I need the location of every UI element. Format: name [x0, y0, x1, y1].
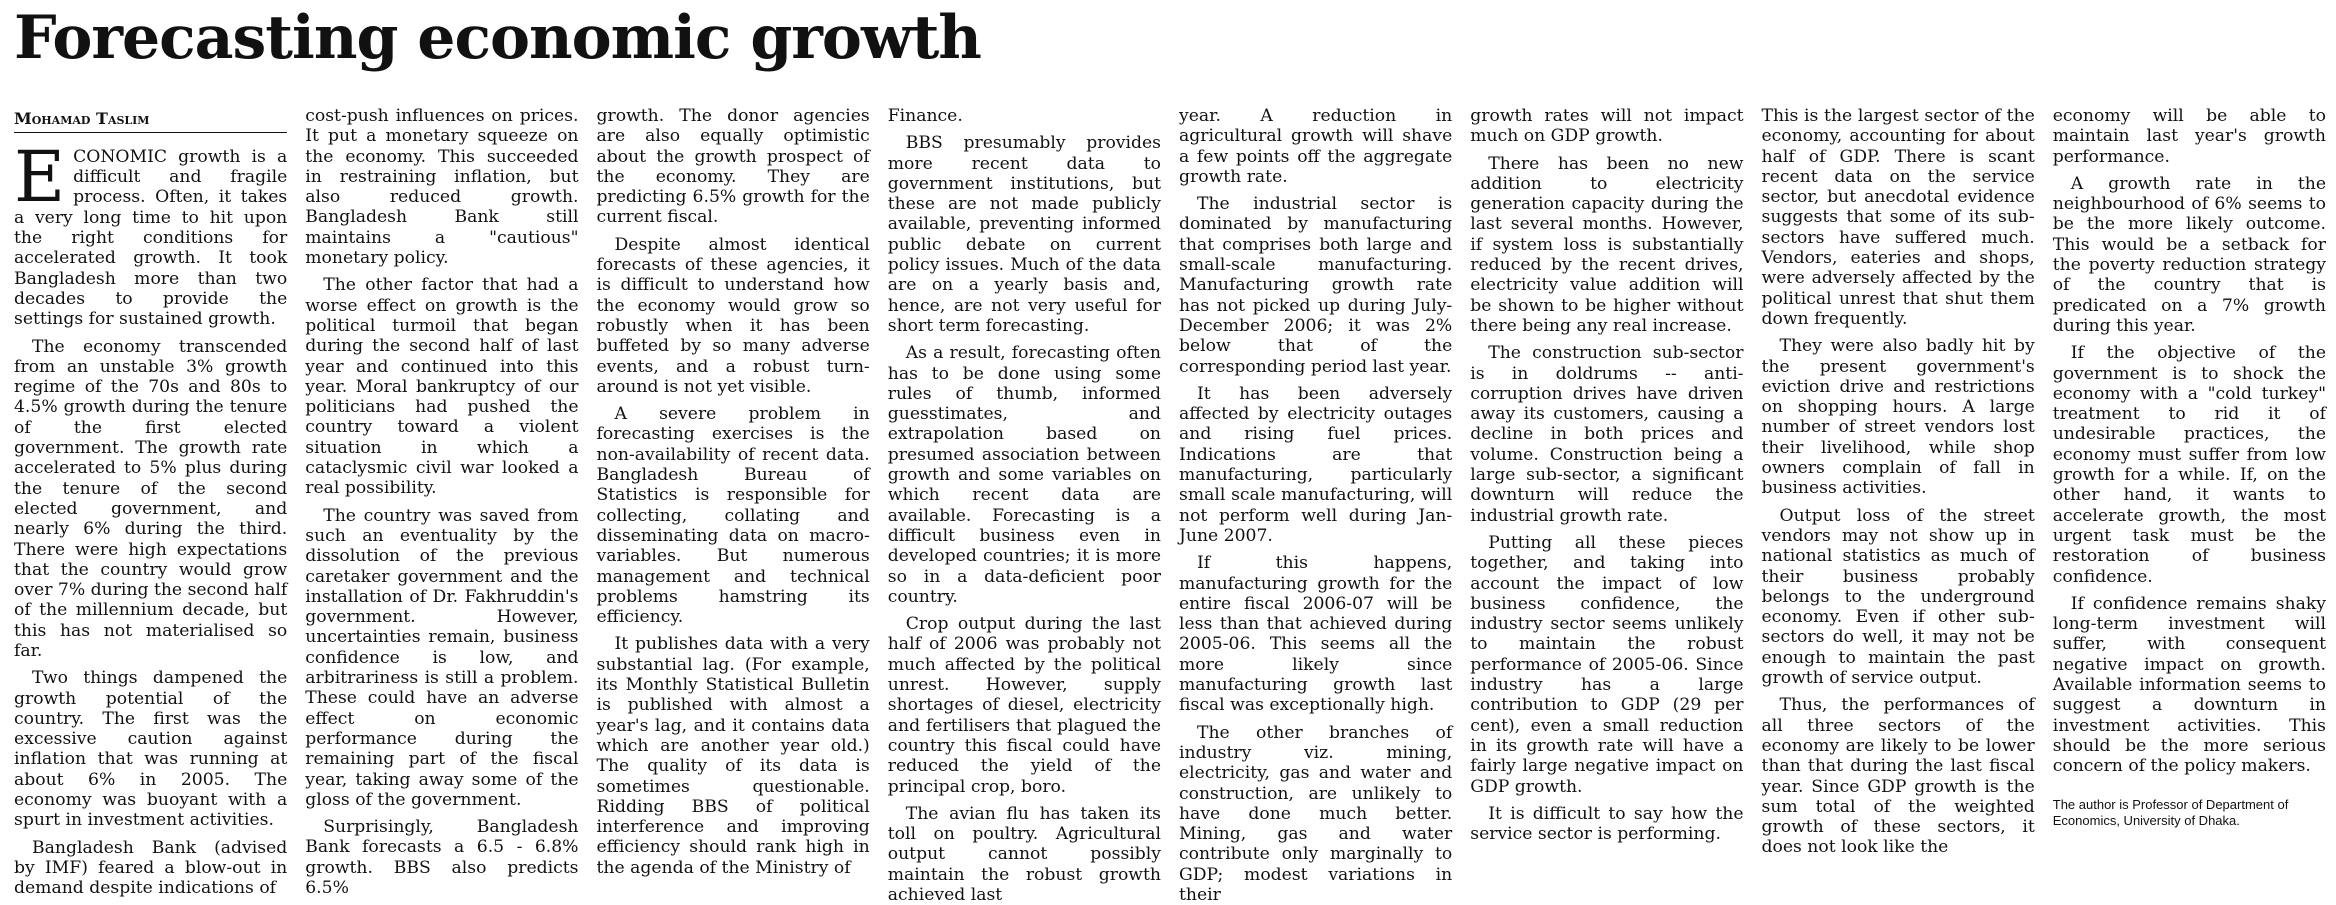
article-body [14, 106, 2326, 905]
paragraph: growth rates will not impact much on GDP growth. [1470, 106, 1744, 147]
paragraph: The other branches of industry viz. mining, electricity, gas and water and construction, are unlikely to have done much better. Mining, gas and water contribute only marginally to GDP; modest variations in their [1179, 722, 1453, 905]
paragraph: There has been no new addition to electricity generation capacity during the last several months. However, if system loss is substantially reduced by the recent drives, electricity value addition will be shown to be higher without there being any real increase. [1470, 153, 1744, 336]
paragraph: BBS presumably provides more recent data to government institutions, but these are not made publicly available, preventing informed public debate on current policy issues. Much of the data are on a yearly basis and, hence, are not very useful for short term forecasting. [887, 133, 1161, 336]
paragraph: The industrial sector is dominated by manufacturing that comprises both large and small-scale manufacturing. Manufacturing growth rate has not picked up during July-December 2006; it was 2% below that of the corresponding period last year. [1179, 194, 1453, 377]
paragraph: It publishes data with a very substantial lag. (For example, its Monthly Statistical Bulletin is published with almost a year's lag, and it contains data which are another year old.) The quality of its data is sometimes questionable. Ridding BBS of political interference and improving efficiency should rank high in the agenda of the Ministry of [596, 634, 870, 878]
paragraph: This is the largest sector of the economy, accounting for about half of GDP. There is scant recent data on the service sector, but anecdotal evidence suggests that some of its sub-sectors have suffered much. Vendors, eateries and shops, were adversely affected by the political unrest that shut them down frequently. [1761, 106, 2035, 329]
paragraph: economy will be able to maintain last year's growth performance. [2052, 106, 2326, 167]
drop-cap: E [14, 135, 66, 218]
column-2 [305, 106, 579, 898]
paragraph: Putting all these pieces together, and taking into account the impact of low business confidence, the industry sector seems unlikely to maintain the robust performance of 2005-06. Since industry has a large contribution to GDP (29 per cent), even a small reduction in its growth rate will have a fairly large negative impact on GDP growth. [1470, 532, 1744, 797]
paragraph: It is difficult to say how the service sector is performing. [1470, 803, 1744, 845]
paragraph: If this happens, manufacturing growth for the entire fiscal 2006-07 will be less than that achieved during 2005-06. This seems all the more likely since manufacturing growth last fiscal was exceptionally high. [1179, 553, 1453, 716]
column-4 [887, 106, 1161, 905]
paragraph: They were also badly hit by the present government's eviction drive and restrictions on shopping hours. A large number of street vendors lost their livelihood, while shop owners complain of fall in business activities. [1761, 336, 2035, 499]
paragraph: Two things dampened the growth potential of the country. The first was the excessive caution against inflation that was running at about 6% in 2005. The economy was buoyant with a spurt in investment activities. [14, 668, 288, 831]
paragraph: It has been adversely affected by electricity outages and rising fuel prices. Indications are that manufacturing, particularly small scale manufacturing, will not perform well during Jan-June 2007. [1179, 383, 1453, 546]
paragraph: Thus, the performances of all three sectors of the economy are likely to be lower than that during the last fiscal year. Since GDP growth is the sum total of the weighted growth of these sectors, it does not look like the [1761, 695, 2035, 858]
paragraph: As a result, forecasting often has to be done using some rules of thumb, informed guesstimates, and extrapolation based on presumed association between growth and some variables on which recent data are available. Forecasting is a difficult business even in developed countries; it is more so in a data-deficient poor country. [887, 343, 1161, 607]
paragraph: Surprisingly, Bangladesh Bank forecasts a 6.5 - 6.8% growth. BBS also predicts 6.5% [305, 817, 579, 898]
paragraph: If confidence remains shaky long-term investment will suffer, with consequent negative impact on growth. Available information seems to suggest a downturn in investment activities. This should be the more serious concern of the policy makers. [2052, 593, 2326, 777]
paragraph: cost-push influences on prices. It put a monetary squeeze on the economy. This succeeded in restraining inflation, but also reduced growth. Bangladesh Bank still maintains a "cautious" monetary policy. [305, 106, 579, 269]
paragraph: The construction sub-sector is in doldrums -- anti-corruption drives have driven away its customers, causing a decline in both prices and volume. Construction being a large sub-sector, a significant downturn will reduce the industrial growth rate. [1470, 343, 1744, 526]
paragraph: Output loss of the street vendors may not show up in national statistics as much of their business probably belongs to the underground economy. Even if other sub-sectors do well, it may not be enough to maintain the past growth of service output. [1761, 505, 2035, 689]
paragraph: Crop output during the last half of 2006 was probably not much affected by the political unrest. However, supply shortages of diesel, electricity and fertilisers that plagued the country this fiscal could have reduced the yield of the principal crop, boro. [887, 614, 1161, 797]
column-6 [1470, 106, 1743, 856]
column-7 [1762, 106, 2035, 856]
paragraph: ECONOMIC growth is a difficult and fragile process. Often, it takes a very long time to hit upon the right conditions for accelerated growth. It took Bangladesh more than two decades to provide the settings for sustained growth. [14, 135, 288, 330]
column-8 [2053, 106, 2326, 856]
paragraph: growth. The donor agencies are also equally optimistic about the growth prospect of the economy. They are predicting 6.5% growth for the current fiscal. [596, 106, 870, 228]
author-footnote: The author is Professor of Department of Economics, University of Dhaka. [2052, 796, 2289, 828]
paragraph: The economy transcended from an unstable 3% growth regime of the 70s and 80s to 4.5% growth during the tenure of the first elected government. The growth rate accelerated to 5% plus during the tenure of the second elected government, and nearly 6% during the third. There were high expectations that the country would grow over 7% during the second half of the millennium decade, but this has not materialised so far. [14, 336, 288, 661]
article-headline: Forecasting economic growth [14, 3, 981, 73]
paragraph: The country was saved from such an eventuality by the dissolution of the previous caretaker government and the installation of Dr. Fakhruddin's government. However, uncertainties remain, business confidence is low, and arbitrariness is still a problem. These could have an adverse effect on economic performance during the remaining part of the fiscal year, taking away some of the gloss of the government. [305, 505, 579, 810]
paragraph: Finance. [887, 106, 963, 126]
column-1 [14, 106, 288, 899]
paragraph: The avian flu has taken its toll on poultry. Agricultural output cannot possibly maintain the robust growth achieved last [887, 803, 1161, 905]
paragraph: The other factor that had a worse effect on growth is the political turmoil that began during the second half of last year and continued into this year. Moral bankruptcy of our politicians had pushed the country toward a violent situation in which a cataclysmic civil war looked a real possibility. [305, 275, 579, 499]
column-3 [596, 106, 870, 878]
paragraph: A growth rate in the neighbourhood of 6% seems to be the more likely outcome. This would be a setback for the poverty reduction strategy of the country that is predicated on a 7% growth during this year. [2052, 173, 2326, 336]
paragraph: If the objective of the government is to shock the economy with a "cold turkey" treatment to rid it of undesirable practices, the economy must suffer from low growth for a while. If, on the other hand, it wants to accelerate growth, the most urgent task must be the restoration of business confidence. [2052, 343, 2326, 587]
column-5 [1179, 106, 1453, 905]
paragraph: A severe problem in forecasting exercises is the non-availability of recent data. Bangladesh Bureau of Statistics is responsible for collecting, collating and disseminating data on macro- variables. But numerous management and technical problems hamstring its efficiency. [596, 404, 870, 628]
paragraph: Bangladesh Bank (advised by IMF) feared a blow-out in demand despite indications of [14, 837, 288, 899]
paragraph: Despite almost identical forecasts of these agencies, it is difficult to understand how the economy would grow so robustly when it has been buffeted by so many adverse events, and a robust turn-around is not yet visible. [596, 234, 870, 397]
paragraph: year. A reduction in agricultural growth will shave a few points off the aggregate growth rate. [1179, 106, 1453, 187]
byline: Mohamad Taslim [14, 110, 287, 133]
